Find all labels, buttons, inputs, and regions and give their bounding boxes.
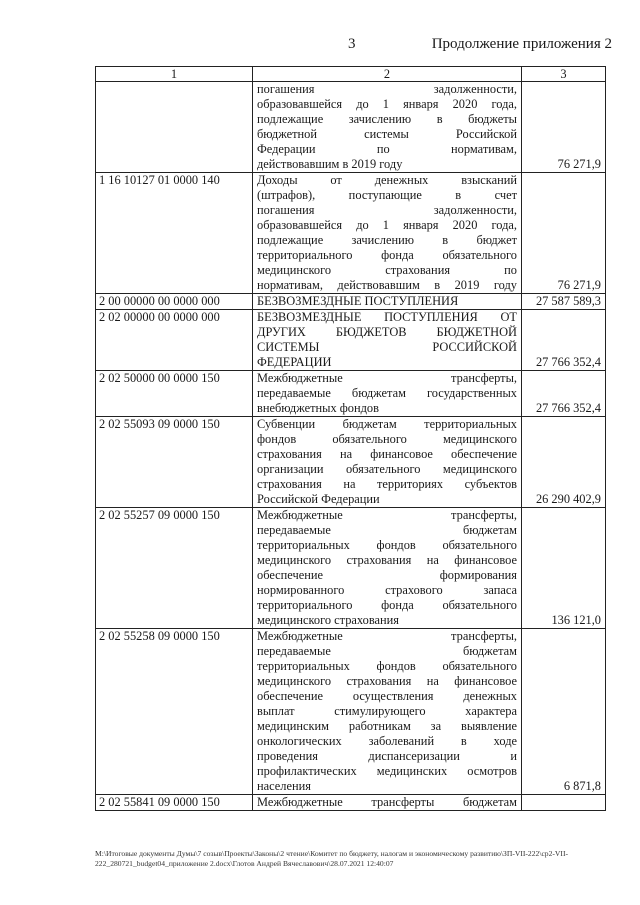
description-cell [253, 629, 522, 795]
budget-code-cell: 2 02 50000 00 0000 150 [96, 371, 253, 417]
table-row [96, 294, 606, 310]
description-line: медицинского страхования на финансовое [257, 674, 517, 688]
table-row [96, 629, 606, 795]
description-line: Межбюджетные трансферты, [257, 629, 517, 643]
description-line: погашения задолженности, [257, 203, 517, 217]
description-line: организации обязательного медицинского [257, 462, 517, 476]
description-line: Межбюджетные трансферты, [257, 371, 517, 385]
description-line: БЕЗВОЗМЕЗДНЫЕ ПОСТУПЛЕНИЯ ОТ [257, 310, 517, 324]
description-cell [253, 82, 522, 173]
budget-code-cell: 2 02 00000 00 0000 000 [96, 310, 253, 371]
description-line: территориального фонда обязательного [257, 248, 517, 262]
budget-code-cell: 2 02 55841 09 0000 150 [96, 795, 253, 811]
description-cell [253, 795, 522, 811]
budget-revenue-table [95, 66, 606, 811]
description-line: медицинским работникам за выявление [257, 719, 517, 733]
description-line: Доходы от денежных взысканий [257, 173, 517, 187]
appendix-continuation-header: Продолжение приложения 2 [431, 36, 612, 52]
description-line: фондов обязательного медицинского [257, 432, 517, 446]
table-row [96, 417, 606, 508]
description-line: профилактических медицинских осмотров [257, 764, 517, 778]
amount-cell: 27 766 352,4 [522, 310, 606, 371]
budget-code-cell: 2 02 55258 09 0000 150 [96, 629, 253, 795]
amount-cell: 27 766 352,4 [522, 371, 606, 417]
description-line: ФЕДЕРАЦИИ [257, 355, 332, 369]
budget-code-cell [96, 82, 253, 173]
amount-cell: 26 290 402,9 [522, 417, 606, 508]
description-line: образовавшейся до 1 января 2020 года, [257, 97, 517, 111]
description-line: БЕЗВОЗМЕЗДНЫЕ ПОСТУПЛЕНИЯ [257, 294, 459, 308]
description-line: территориального фонда обязательного [257, 598, 517, 612]
table-row [96, 371, 606, 417]
description-line: Субвенции бюджетам территориальных [257, 417, 517, 431]
description-line: населения [257, 779, 311, 793]
description-line: Федерации по нормативам, [257, 142, 517, 156]
description-line: Межбюджетные трансферты бюджетам [257, 795, 517, 809]
column-header-1: 1 [96, 67, 253, 82]
table-header-row [96, 67, 606, 82]
table-row [96, 508, 606, 629]
budget-code-cell: 2 02 55257 09 0000 150 [96, 508, 253, 629]
description-cell [253, 294, 522, 310]
description-line: ДРУГИХ БЮДЖЕТОВ БЮДЖЕТНОЙ [257, 325, 517, 339]
description-line: погашения задолженности, [257, 82, 517, 96]
description-line: медицинского страхования по [257, 263, 517, 277]
table-row [96, 82, 606, 173]
budget-code-cell: 2 00 00000 00 0000 000 [96, 294, 253, 310]
column-header-2: 2 [253, 67, 522, 82]
budget-code-cell: 2 02 55093 09 0000 150 [96, 417, 253, 508]
description-line: проведения диспансеризации и [257, 749, 517, 763]
budget-code-cell: 1 16 10127 01 0000 140 [96, 173, 253, 294]
description-line: передаваемые бюджетам [257, 644, 517, 658]
description-line: территориальных фондов обязательного [257, 659, 517, 673]
description-line: медицинского страхования [257, 613, 399, 627]
amount-cell: 76 271,9 [522, 82, 606, 173]
file-path-footer: M:\Итоговые документы Думы\7 созыв\Проекты\Законы\2 чтение\Комитет по бюджету, налогам и экономическому развитию\ЗП-VII-222\ср2-VII-222_280721_budget04_приложение 2.docx\Глотов Андрей Вячеславович\28.07.2021 12:40:07 [95, 849, 569, 868]
description-line: страхования на финансовое обеспечение [257, 447, 517, 461]
page-number: 3 [348, 36, 356, 52]
description-line: Российской Федерации [257, 492, 380, 506]
description-line: нормированного страхового запаса [257, 583, 517, 597]
description-line: территориальных фондов обязательного [257, 538, 517, 552]
description-cell [253, 173, 522, 294]
description-line: действовавшим в 2019 году [257, 157, 403, 171]
description-line: обеспечение формирования [257, 568, 517, 582]
description-cell [253, 310, 522, 371]
description-line: обеспечение осуществления денежных [257, 689, 517, 703]
table-row [96, 795, 606, 811]
column-header-3: 3 [522, 67, 606, 82]
description-cell [253, 508, 522, 629]
amount-cell: 27 587 589,3 [522, 294, 606, 310]
table-row [96, 173, 606, 294]
description-line: страхования на территориях субъектов [257, 477, 517, 491]
table-row [96, 310, 606, 371]
description-line: выплат стимулирующего характера [257, 704, 517, 718]
description-line: подлежащие зачислению в бюджеты [257, 112, 517, 126]
description-line: передаваемые бюджетам государственных [257, 386, 517, 400]
description-line: (штрафов), поступающие в счет [257, 188, 517, 202]
description-line: медицинского страхования на финансовое [257, 553, 517, 567]
description-line: внебюджетных фондов [257, 401, 379, 415]
description-line: бюджетной системы Российской [257, 127, 517, 141]
amount-cell: 6 871,8 [522, 629, 606, 795]
description-line: Межбюджетные трансферты, [257, 508, 517, 522]
description-line: образовавшейся до 1 января 2020 года, [257, 218, 517, 232]
description-line: передаваемые бюджетам [257, 523, 517, 537]
description-line: подлежащие зачислению в бюджет [257, 233, 517, 247]
description-cell [253, 371, 522, 417]
description-cell [253, 417, 522, 508]
description-line: онкологических заболеваний в ходе [257, 734, 517, 748]
amount-cell: 76 271,9 [522, 173, 606, 294]
amount-cell: 136 121,0 [522, 508, 606, 629]
amount-cell [522, 795, 606, 811]
description-line: СИСТЕМЫ РОССИЙСКОЙ [257, 340, 517, 354]
description-line: нормативам, действовавшим в 2019 году [257, 278, 517, 292]
